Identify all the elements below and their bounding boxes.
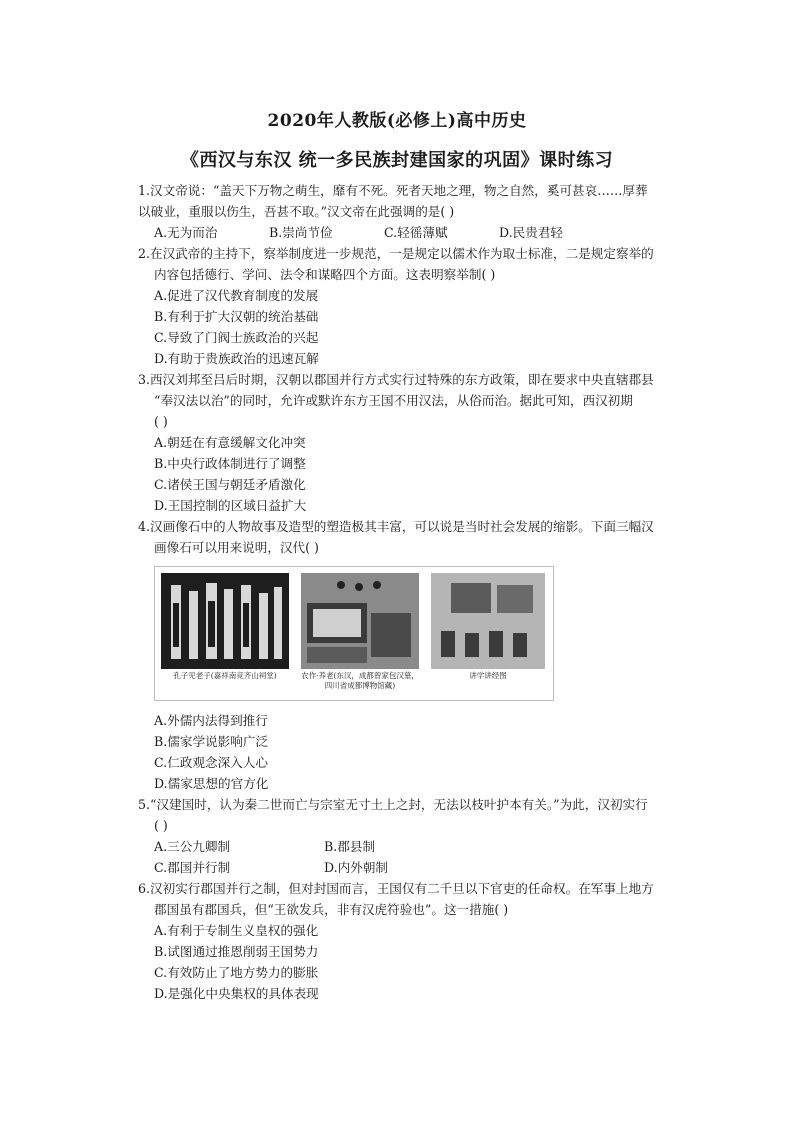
question-1-stem-line-2: 以破业，重服以伤生，吾甚不取。”汉文帝在此强调的是( ) [138,204,455,219]
question-1-option-c: C.轻徭薄赋 [384,225,448,240]
question-2-option-b: B.有利于扩大汉朝的统治基础 [154,309,319,324]
stone-relief-figure-panel [154,566,554,701]
question-2-stem-line-2: 内容包括德行、学问、法令和谋略四个方面。这表明察举制( ) [154,267,496,282]
question-5-option-c: C.郡国并行制 [154,860,231,875]
document-title: 2020年人教版(必修上)高中历史 [267,111,527,131]
question-3-option-b: B.中央行政体制进行了调整 [154,456,306,471]
question-4-option-c: C.仁政观念深入人心 [154,755,268,770]
question-3-option-d: D.王国控制的区域日益扩大 [154,498,307,513]
question-3-stem-line-1: 3.西汉刘邦至吕后时期，汉朝以郡国并行方式实行过特殊的东方政策，即在要求中央直辖郡县 [138,372,654,387]
question-5-stem-line-2: ( ) [154,818,168,833]
question-3 [138,369,698,516]
question-6-stem-line-2: 郡国虽有郡国兵，但“王欲发兵，非有汉虎符验也”。这一措施( ) [154,902,509,917]
question-1-option-d: D.民贵君轻 [499,225,564,240]
question-2-option-c: C.导致了门阀士族政治的兴起 [154,330,319,345]
question-5 [138,794,698,878]
question-4-stem-line-1: 4.汉画像石中的人物故事及造型的塑造极其丰富，可以说是当时社会发展的缩影。下面三幅汉 [138,519,654,534]
question-6-option-a: A.有利于专制生义皇权的强化 [154,923,319,938]
question-5-options-row-1 [146,836,698,857]
question-4-option-a: A.外儒内法得到推行 [154,713,268,728]
stone-relief-image-farming [301,573,419,669]
figure-caption-confucius: 孔子见老子(嘉祥南竞齐山祠堂) [173,671,277,680]
figure-caption-farming: 农作·养老(东汉，成都曾家包汉墓，四川省成都博物馆藏) [301,671,419,690]
question-4-option-d: D.儒家思想的官方化 [154,776,269,791]
question-2-stem-line-1: 2.在汉武帝的主持下，察举制度进一步规范，一是规定以儒术作为取士标准，二是规定察举的 [138,246,654,261]
question-3-option-a: A.朝廷在有意缓解文化冲突 [154,435,306,450]
question-4 [138,516,698,794]
question-1-options [146,222,698,243]
question-4-option-b: B.儒家学说影响广泛 [154,734,269,749]
question-5-option-a: A.三公九卿制 [154,839,231,854]
question-6-option-c: C.有效防止了地方势力的膨胀 [154,965,319,980]
question-6-option-b: B.试图通过推恩削弱王国势力 [154,944,319,959]
stone-relief-image-confucius [161,573,289,669]
stone-relief-image-lecture [431,573,545,669]
question-1-option-b: B.崇尚节俭 [269,225,333,240]
question-4-figures [146,566,698,704]
question-6 [138,878,698,1004]
document-subtitle: 《西汉与东汉 统一多民族封建国家的巩固》课时练习 [180,150,614,171]
question-6-stem-line-1: 6.汉初实行郡国并行之制，但对封国而言，王国仅有二千旦以下官吏的任命权。在军事上地方 [138,881,654,896]
question-2-option-a: A.促进了汉代教育制度的发展 [154,288,319,303]
question-2-option-d: D.有助于贵族政治的迅速瓦解 [154,351,319,366]
question-5-stem-line-1: 5.“汉建国时，认为秦二世而亡与宗室无寸土上之封，无法以枝叶护本有关。”为此，汉初实行 [138,797,648,812]
question-5-option-d: D.内外朝制 [324,860,389,875]
question-3-option-c: C.诸侯王国与朝廷矛盾激化 [154,477,306,492]
figure-caption-lecture: 讲学讲经图 [469,671,507,680]
question-2 [138,243,698,369]
question-1-stem-line-1: 1.汉文帝说：“盖天下万物之萌生，靡有不死。死者天地之理，物之自然，奚可甚哀……厚葬 [138,183,648,198]
question-1-option-a: A.无为而治 [154,225,218,240]
question-3-stem-line-2: “奉汉法以治”的同时，允许或默许东方王国不用汉法，从俗而治。据此可知，西汉初期 [154,393,633,408]
question-4-stem-line-2: 画像石可以用来说明，汉代( ) [154,540,319,555]
question-5-options-row-2 [146,857,698,878]
question-list [138,180,698,1004]
question-3-stem-line-3: ( ) [154,414,168,429]
question-5-option-b: B.郡县制 [324,839,376,854]
question-1 [138,180,698,243]
question-6-option-d: D.是强化中央集权的具体表现 [154,986,319,1001]
